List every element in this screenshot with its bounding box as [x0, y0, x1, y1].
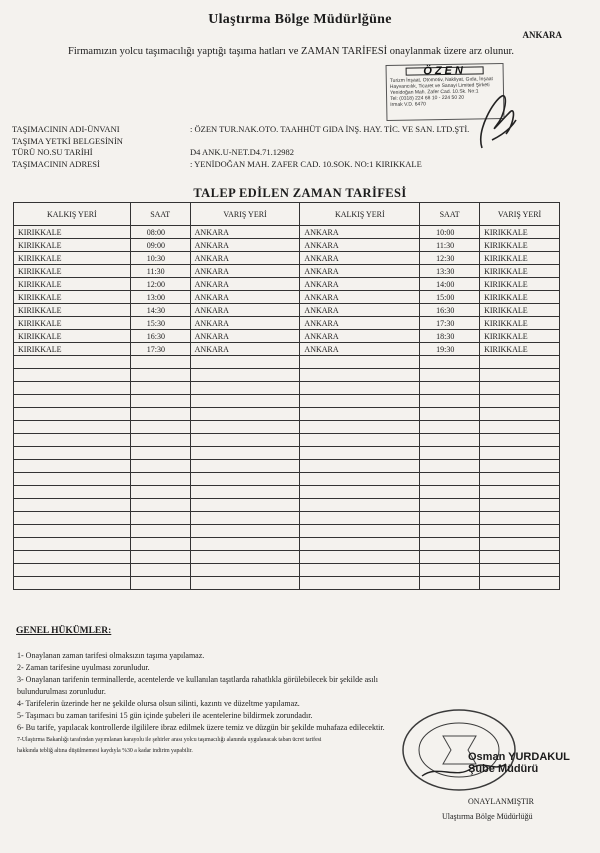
approval-signature-block	[468, 751, 570, 775]
timetable-cell	[190, 447, 300, 460]
timetable-cell: KIRIKKALE	[480, 226, 560, 239]
timetable-row	[14, 473, 560, 486]
timetable-cell	[14, 564, 131, 577]
timetable-cell	[300, 551, 420, 564]
timetable-cell: ANKARA	[300, 226, 420, 239]
timetable-cell: ANKARA	[190, 343, 300, 356]
timetable-cell	[480, 512, 560, 525]
timetable-cell: ANKARA	[300, 304, 420, 317]
timetable-row	[14, 525, 560, 538]
timetable-cell	[300, 499, 420, 512]
timetable-cell	[420, 369, 480, 382]
timetable-cell: 08:00	[130, 226, 190, 239]
rule-item: 6- Bu tarife, yapılacak kontrollerde ilgililere ibraz edilmek üzere temiz ve düzgün bir şekilde muhafaza edilecektir.	[17, 723, 385, 732]
timetable-row	[14, 460, 560, 473]
timetable-cell	[190, 551, 300, 564]
timetable-cell	[190, 382, 300, 395]
timetable-cell	[480, 382, 560, 395]
timetable-cell	[480, 486, 560, 499]
timetable-row	[14, 239, 560, 252]
timetable-cell: 12:00	[130, 278, 190, 291]
timetable-cell	[14, 538, 131, 551]
timetable-row	[14, 291, 560, 304]
timetable-header-cell: VARIŞ YERİ	[190, 203, 300, 226]
timetable-cell: 14:00	[420, 278, 480, 291]
timetable-cell	[130, 512, 190, 525]
rule-item: 4- Tarifelerin üzerinde her ne şekilde olursa olsun silinti, kazıntı ve düzeltme yapılamaz.	[17, 699, 300, 708]
timetable-cell	[480, 499, 560, 512]
timetable-row	[14, 317, 560, 330]
timetable-cell	[420, 577, 480, 590]
timetable-cell	[14, 395, 131, 408]
timetable-cell	[130, 447, 190, 460]
timetable-cell	[130, 356, 190, 369]
rule-note: hakkında tebliğ altına düşülmemesi kaydıyla %30 a kadar indirim yapabilir.	[17, 748, 193, 754]
timetable-cell	[14, 486, 131, 499]
certificate-type-label: TÜRÜ NO.SU TARİHİ	[12, 147, 93, 157]
timetable-cell: ANKARA	[300, 278, 420, 291]
timetable-cell	[420, 408, 480, 421]
timetable-cell: ANKARA	[300, 252, 420, 265]
timetable-cell: KIRIKKALE	[480, 343, 560, 356]
timetable-cell	[190, 369, 300, 382]
timetable-cell	[130, 577, 190, 590]
timetable-cell	[300, 473, 420, 486]
timetable-cell: ANKARA	[190, 252, 300, 265]
timetable-cell	[420, 551, 480, 564]
timetable-row	[14, 265, 560, 278]
timetable-cell: KIRIKKALE	[480, 317, 560, 330]
timetable-cell	[14, 551, 131, 564]
timetable-cell: ANKARA	[190, 239, 300, 252]
timetable-cell	[190, 538, 300, 551]
timetable-cell	[420, 395, 480, 408]
timetable-cell	[190, 577, 300, 590]
timetable-cell	[300, 356, 420, 369]
timetable-cell	[190, 421, 300, 434]
company-logo: ÖZEN	[406, 66, 484, 75]
timetable-row	[14, 304, 560, 317]
timetable-cell	[480, 525, 560, 538]
timetable-cell	[14, 525, 131, 538]
timetable	[13, 202, 560, 590]
timetable-cell	[14, 460, 131, 473]
rule-item: 3- Onaylanan tarifenin terminallerde, acentelerde ve kullanılan taşıtlarda rahatlıkla görülebilecek bir şekilde asılı	[17, 675, 378, 684]
timetable-cell	[420, 421, 480, 434]
timetable-cell	[480, 356, 560, 369]
timetable-cell	[420, 512, 480, 525]
timetable-cell: ANKARA	[190, 291, 300, 304]
timetable-header-cell: KALKIŞ YERİ	[14, 203, 131, 226]
timetable-cell: 11:30	[420, 239, 480, 252]
timetable-cell	[480, 369, 560, 382]
timetable-cell	[300, 460, 420, 473]
timetable-cell	[300, 408, 420, 421]
timetable-row	[14, 252, 560, 265]
timetable-cell	[420, 460, 480, 473]
timetable-row	[14, 330, 560, 343]
timetable-cell	[300, 525, 420, 538]
carrier-address-label: TAŞIMACININ ADRESİ	[12, 158, 100, 169]
timetable-cell: KIRIKKALE	[480, 265, 560, 278]
timetable-cell	[480, 395, 560, 408]
timetable-cell	[14, 369, 131, 382]
intro-text: Firmamızın yolcu taşımacılığı yaptığı taşıma hatları ve ZAMAN TARİFESİ onaylanmak üzere arz olunur.	[68, 46, 514, 57]
timetable-cell	[190, 395, 300, 408]
timetable-row	[14, 551, 560, 564]
timetable-cell: ANKARA	[190, 226, 300, 239]
timetable-cell: KIRIKKALE	[14, 330, 131, 343]
timetable-cell: KIRIKKALE	[14, 343, 131, 356]
rule-note: 7-Ulaştırma Bakanlığı tarafından yayımlanan karayolu ile şehirler arası yolcu taşımacılığı alanında uygulanacak taban ücret tarifesi	[17, 737, 322, 743]
timetable-cell	[300, 538, 420, 551]
timetable-row	[14, 408, 560, 421]
timetable-cell	[420, 447, 480, 460]
timetable-cell	[130, 408, 190, 421]
timetable-row	[14, 564, 560, 577]
timetable-cell: ANKARA	[300, 239, 420, 252]
timetable-cell	[300, 564, 420, 577]
timetable-row	[14, 382, 560, 395]
timetable-cell	[480, 460, 560, 473]
timetable-cell: KIRIKKALE	[14, 291, 131, 304]
certificate-type-value: D4 ANK.U-NET.D4.71.12982	[190, 147, 294, 157]
stamp-line: Yenidoğan Mah. Zafer Cad. 10.Sk. No:1	[389, 88, 479, 96]
timetable-cell	[14, 447, 131, 460]
rule-item: 1- Onaylanan zaman tarifesi olmaksızın taşıma yapılamaz.	[17, 651, 205, 660]
document-title: Ulaştırma Bölge Müdürlğüne	[208, 12, 392, 27]
timetable-cell	[420, 499, 480, 512]
timetable-header-row	[14, 203, 560, 226]
timetable-cell	[300, 486, 420, 499]
city-label: ANKARA	[522, 30, 562, 40]
timetable-cell	[480, 564, 560, 577]
timetable-cell: 15:00	[420, 291, 480, 304]
timetable-cell	[130, 551, 190, 564]
timetable-header-cell: VARIŞ YERİ	[480, 203, 560, 226]
company-signature	[472, 90, 522, 160]
timetable-cell	[130, 499, 190, 512]
timetable-row	[14, 226, 560, 239]
timetable-cell: 13:00	[130, 291, 190, 304]
certificate-label: TAŞIMA YETKİ BELGESİNİN	[12, 135, 123, 146]
timetable-cell	[300, 434, 420, 447]
timetable-cell	[190, 473, 300, 486]
timetable-cell	[480, 447, 560, 460]
timetable-row	[14, 369, 560, 382]
timetable-cell	[300, 577, 420, 590]
timetable-cell	[130, 460, 190, 473]
timetable-cell: KIRIKKALE	[14, 278, 131, 291]
carrier-address-value: : YENİDOĞAN MAH. ZAFER CAD. 10.SOK. NO:1 KIRIKKALE	[190, 158, 422, 169]
timetable-cell: 15:30	[130, 317, 190, 330]
timetable-cell: ANKARA	[300, 330, 420, 343]
stamp-line: Hayvancılık, Ticaret ve Sanayi Limited Şirketi	[389, 82, 490, 90]
timetable-row	[14, 343, 560, 356]
timetable-cell	[130, 382, 190, 395]
rule-item: 5- Taşımacı bu zaman tarifesini 15 gün içinde şubeleri ile acentelerine bildirmek zorundadır.	[17, 711, 313, 720]
timetable-cell: 10:00	[420, 226, 480, 239]
timetable-cell	[480, 473, 560, 486]
timetable-cell: KIRIKKALE	[480, 278, 560, 291]
timetable-cell: ANKARA	[190, 278, 300, 291]
timetable-cell: ANKARA	[300, 291, 420, 304]
timetable-cell	[420, 525, 480, 538]
timetable-cell	[14, 512, 131, 525]
timetable-cell	[130, 369, 190, 382]
timetable-cell: KIRIKKALE	[480, 252, 560, 265]
timetable-cell	[190, 434, 300, 447]
timetable-header-cell: SAAT	[130, 203, 190, 226]
timetable-cell	[130, 538, 190, 551]
timetable-cell: ANKARA	[190, 265, 300, 278]
timetable-cell: 14:30	[130, 304, 190, 317]
timetable-cell: 17:30	[130, 343, 190, 356]
timetable-cell	[190, 525, 300, 538]
timetable-cell: 17:30	[420, 317, 480, 330]
timetable-row	[14, 538, 560, 551]
general-rules-title: GENEL HÜKÜMLER:	[16, 626, 112, 636]
timetable-cell: KIRIKKALE	[480, 330, 560, 343]
timetable-cell	[190, 564, 300, 577]
timetable-row	[14, 434, 560, 447]
timetable-row	[14, 577, 560, 590]
timetable-cell	[300, 447, 420, 460]
timetable-cell	[480, 577, 560, 590]
timetable-cell	[300, 382, 420, 395]
timetable-cell: KIRIKKALE	[14, 317, 131, 330]
timetable-row	[14, 486, 560, 499]
signer-title: Şube Müdürü	[468, 763, 539, 775]
timetable-header-cell: KALKIŞ YERİ	[300, 203, 420, 226]
timetable-cell	[300, 512, 420, 525]
timetable-cell	[14, 499, 131, 512]
timetable-cell	[420, 473, 480, 486]
timetable-cell: ANKARA	[190, 304, 300, 317]
timetable-cell	[190, 356, 300, 369]
timetable-cell	[480, 538, 560, 551]
timetable-cell: KIRIKKALE	[14, 265, 131, 278]
timetable-cell: 18:30	[420, 330, 480, 343]
timetable-title: TALEP EDİLEN ZAMAN TARİFESİ	[193, 186, 407, 200]
timetable-cell: ANKARA	[190, 330, 300, 343]
timetable-cell: KIRIKKALE	[480, 304, 560, 317]
timetable-cell: KIRIKKALE	[14, 226, 131, 239]
timetable-cell	[300, 421, 420, 434]
timetable-cell: ANKARA	[300, 265, 420, 278]
timetable-cell: ANKARA	[300, 343, 420, 356]
timetable-cell	[14, 382, 131, 395]
timetable-cell	[480, 421, 560, 434]
timetable-cell	[420, 486, 480, 499]
timetable-header-cell: SAAT	[420, 203, 480, 226]
ministry-label: Ulaştırma Bölge Müdürlüğü	[442, 812, 533, 821]
timetable-cell: 13:30	[420, 265, 480, 278]
timetable-cell	[14, 408, 131, 421]
approval-label: ONAYLANMIŞTIR	[468, 797, 534, 806]
timetable-row	[14, 356, 560, 369]
timetable-cell: KIRIKKALE	[480, 239, 560, 252]
timetable-cell	[480, 551, 560, 564]
timetable-cell: 16:30	[420, 304, 480, 317]
timetable-cell	[190, 460, 300, 473]
timetable-cell: KIRIKKALE	[14, 252, 131, 265]
timetable-cell	[190, 486, 300, 499]
carrier-name-label: TAŞIMACININ ADI-ÜNVANI	[12, 124, 120, 134]
timetable-cell: KIRIKKALE	[14, 239, 131, 252]
timetable-cell	[480, 408, 560, 421]
timetable-cell: 11:30	[130, 265, 190, 278]
timetable-cell	[130, 395, 190, 408]
timetable-row	[14, 395, 560, 408]
stamp-line: Tel: (0318) 224 68 10 - 224 50 20	[390, 94, 465, 102]
timetable-cell: KIRIKKALE	[480, 291, 560, 304]
timetable-cell	[130, 564, 190, 577]
signer-name: Osman YURDAKUL	[468, 751, 570, 763]
rule-item: 2- Zaman tarifesine uyulması zorunludur.	[17, 663, 150, 672]
timetable-row	[14, 447, 560, 460]
timetable-cell: KIRIKKALE	[14, 304, 131, 317]
official-seal	[398, 706, 520, 794]
timetable-cell	[420, 538, 480, 551]
general-rules-list	[17, 650, 457, 756]
timetable-row	[14, 512, 560, 525]
timetable-cell: 10:30	[130, 252, 190, 265]
timetable-row	[14, 499, 560, 512]
carrier-name-value: : ÖZEN TUR.NAK.OTO. TAAHHÜT GIDA İNŞ. HAY. TİC. VE SAN. LTD.ŞTİ.	[190, 124, 470, 134]
timetable-row	[14, 421, 560, 434]
timetable-cell: ANKARA	[190, 317, 300, 330]
timetable-cell: 16:30	[130, 330, 190, 343]
stamp-line: Irmak V.D. 6470	[390, 101, 426, 108]
timetable-cell: 12:30	[420, 252, 480, 265]
timetable-cell: 09:00	[130, 239, 190, 252]
timetable-cell	[14, 434, 131, 447]
timetable-cell	[420, 382, 480, 395]
timetable-cell	[420, 434, 480, 447]
timetable-cell	[300, 369, 420, 382]
timetable-cell	[190, 499, 300, 512]
timetable-cell	[420, 564, 480, 577]
timetable-cell	[130, 486, 190, 499]
stamp-line: Turizm İnşaat, Otomotiv, Nakliyat, Gıda, İnşaat	[389, 76, 493, 84]
timetable-cell	[130, 525, 190, 538]
timetable-cell	[190, 408, 300, 421]
timetable-cell	[420, 356, 480, 369]
timetable-cell	[300, 395, 420, 408]
timetable-cell	[130, 434, 190, 447]
rule-item: bulundurulması zorunludur.	[17, 687, 106, 696]
timetable-cell	[14, 577, 131, 590]
timetable-cell	[190, 512, 300, 525]
timetable-cell	[14, 356, 131, 369]
timetable-cell	[14, 473, 131, 486]
timetable-cell	[480, 434, 560, 447]
timetable-cell: 19:30	[420, 343, 480, 356]
timetable-cell	[130, 473, 190, 486]
timetable-cell	[14, 421, 131, 434]
timetable-row	[14, 278, 560, 291]
timetable-cell	[130, 421, 190, 434]
timetable-cell: ANKARA	[300, 317, 420, 330]
